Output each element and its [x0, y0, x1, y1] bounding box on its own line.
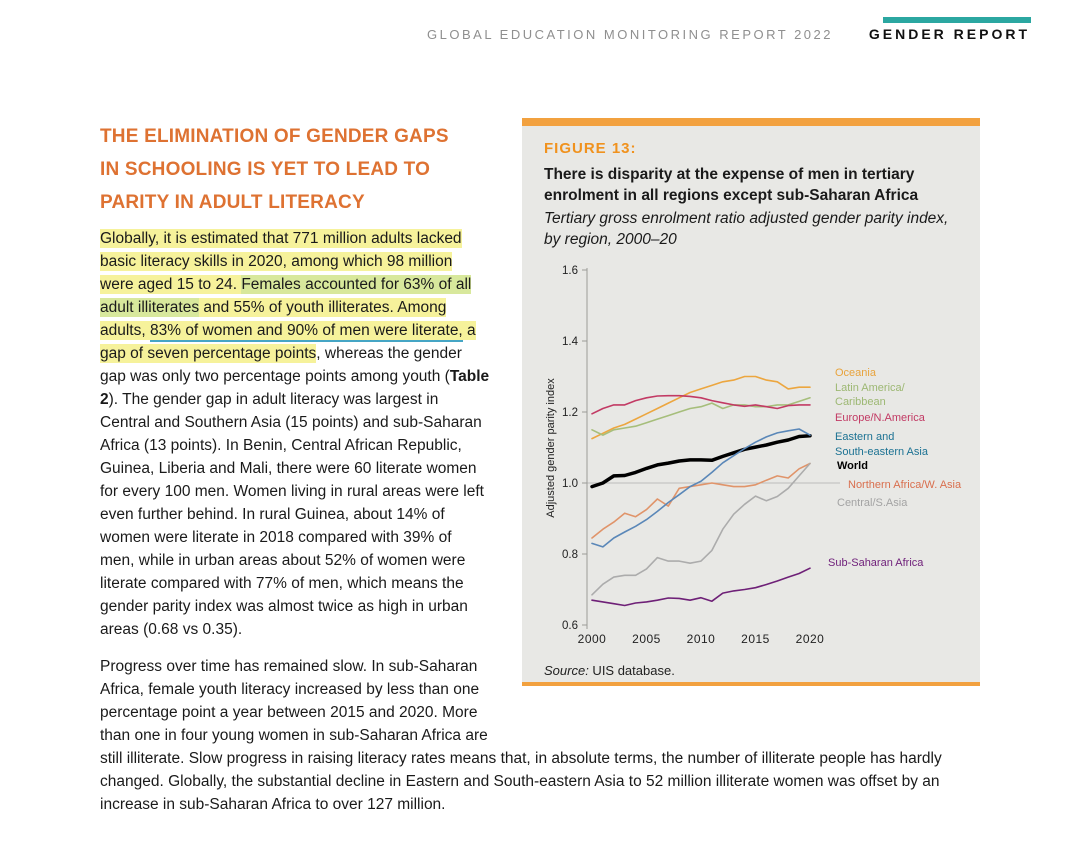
legend-label: World [837, 460, 868, 472]
highlighted-yellow-text: and 55% of youth illiterates. Among adults, [100, 299, 447, 339]
highlighted-green-text: Females accounted for 63% of all adult illiterates [100, 276, 472, 316]
x-tick-label: 2010 [686, 632, 716, 646]
legend-label: Central/S.Asia [837, 497, 908, 509]
legend-label: South-eastern Asia [835, 446, 928, 458]
chart-area [540, 258, 964, 661]
series-oceania [592, 377, 810, 439]
x-tick-label: 2000 [577, 632, 607, 646]
y-tick-label: 0.6 [562, 620, 578, 632]
body-text: , whereas the gender gap was only two percentage points among youth ( [100, 345, 462, 385]
paragraph-1 [100, 227, 493, 641]
legend-label: Sub-Saharan Africa [828, 557, 924, 569]
y-tick-label: 1.0 [562, 478, 578, 490]
bottom-accent-bar [102, 843, 990, 852]
figure-label: FIGURE 13: [544, 140, 637, 157]
legend-label: Latin America/ [835, 382, 905, 394]
heading-line: PARITY IN ADULT LITERACY [100, 192, 365, 213]
legend-label: Oceania [835, 367, 876, 379]
series-world [592, 436, 810, 487]
heading-line: IN SCHOOLING IS YET TO LEAD TO [100, 159, 431, 180]
x-tick-label: 2020 [795, 632, 825, 646]
literacy-stat-link[interactable]: 83% of women and 90% of men were literate, [150, 321, 463, 342]
legend-label: Europe/N.America [835, 412, 925, 424]
series-sub-saharan-africa [592, 568, 810, 605]
y-tick-label: 0.8 [562, 549, 578, 561]
figure-subtitle: Tertiary gross enrolment ratio adjusted gender parity index, by region, 2000–20 [544, 210, 949, 248]
y-tick-label: 1.6 [562, 265, 578, 277]
figure-source [544, 663, 964, 678]
series-eastern-south-eastern-asia [592, 429, 810, 547]
highlighted-yellow-text: a gap of seven percentage points [100, 322, 476, 362]
page-content [100, 118, 980, 830]
paragraph-2: Progress over time has remained slow. In sub-Saharan Africa, female youth literacy increased by less than one percentage point a year between 2015 and 2020. More than one in four young women in sub-Saharan Africa are still illiterate. Slow progress in raising literacy rates means that, in absolute terms, the number of illiterate people has hardly changed. Globally, the substantial decline in Eastern and South-eastern Asia to 52 million illiterate women was offset by an increase in sub-Saharan Africa to over 127 million. [100, 658, 942, 813]
legend-label: Northern Africa/W. Asia [848, 479, 962, 491]
gpi-line-chart [540, 258, 964, 656]
teal-accent-bar [883, 17, 1031, 23]
y-axis-label: Adjusted gender parity index [545, 378, 557, 518]
right-accent-bar [1060, 0, 1080, 852]
source-text: UIS database. [588, 663, 675, 678]
source-prefix: Source: [544, 663, 589, 678]
heading-line: THE ELIMINATION OF GENDER GAPS [100, 126, 449, 147]
highlighted-yellow-text: Globally, it is estimated that 771 million adults lacked basic literacy skills in 2020, among which 98 million were aged 15 to 24. [100, 230, 462, 293]
figure-title: There is disparity at the expense of men in tertiary enrolment in all regions except sub-Saharan Africa [544, 166, 919, 204]
figure-13-box [522, 118, 980, 686]
x-tick-label: 2015 [741, 632, 770, 646]
table-2-reference: Table 2 [100, 368, 490, 408]
gender-report-label: GENDER REPORT [868, 26, 1030, 42]
body-text: ). The gender gap in adult literacy was largest in Central and Southern Asia (15 points) and sub-Saharan Africa (13 points). In Benin, Central African Republic, Guinea, Liberia and Mali, there were 60 literate women for every 100 men. Women living in rural areas were left even further behind. In rural Guinea, about 14% of women were literate in 2018 compared with 39% of men, while in urban areas about 52% of women were literate compared with 77% of men, which means the gender parity index was almost twice as high in urban areas (0.68 vs 0.35). [100, 391, 484, 638]
article-heading [100, 120, 520, 219]
x-tick-label: 2005 [632, 632, 661, 646]
legend-label: Caribbean [835, 396, 886, 408]
figure-top-bar [522, 118, 980, 126]
legend-label: Eastern and [835, 431, 895, 443]
report-title: GLOBAL EDUCATION MONITORING REPORT 2022 [427, 27, 833, 42]
y-tick-label: 1.4 [562, 336, 578, 348]
y-tick-label: 1.2 [562, 407, 578, 419]
series-latin-america-caribbean [592, 398, 810, 435]
